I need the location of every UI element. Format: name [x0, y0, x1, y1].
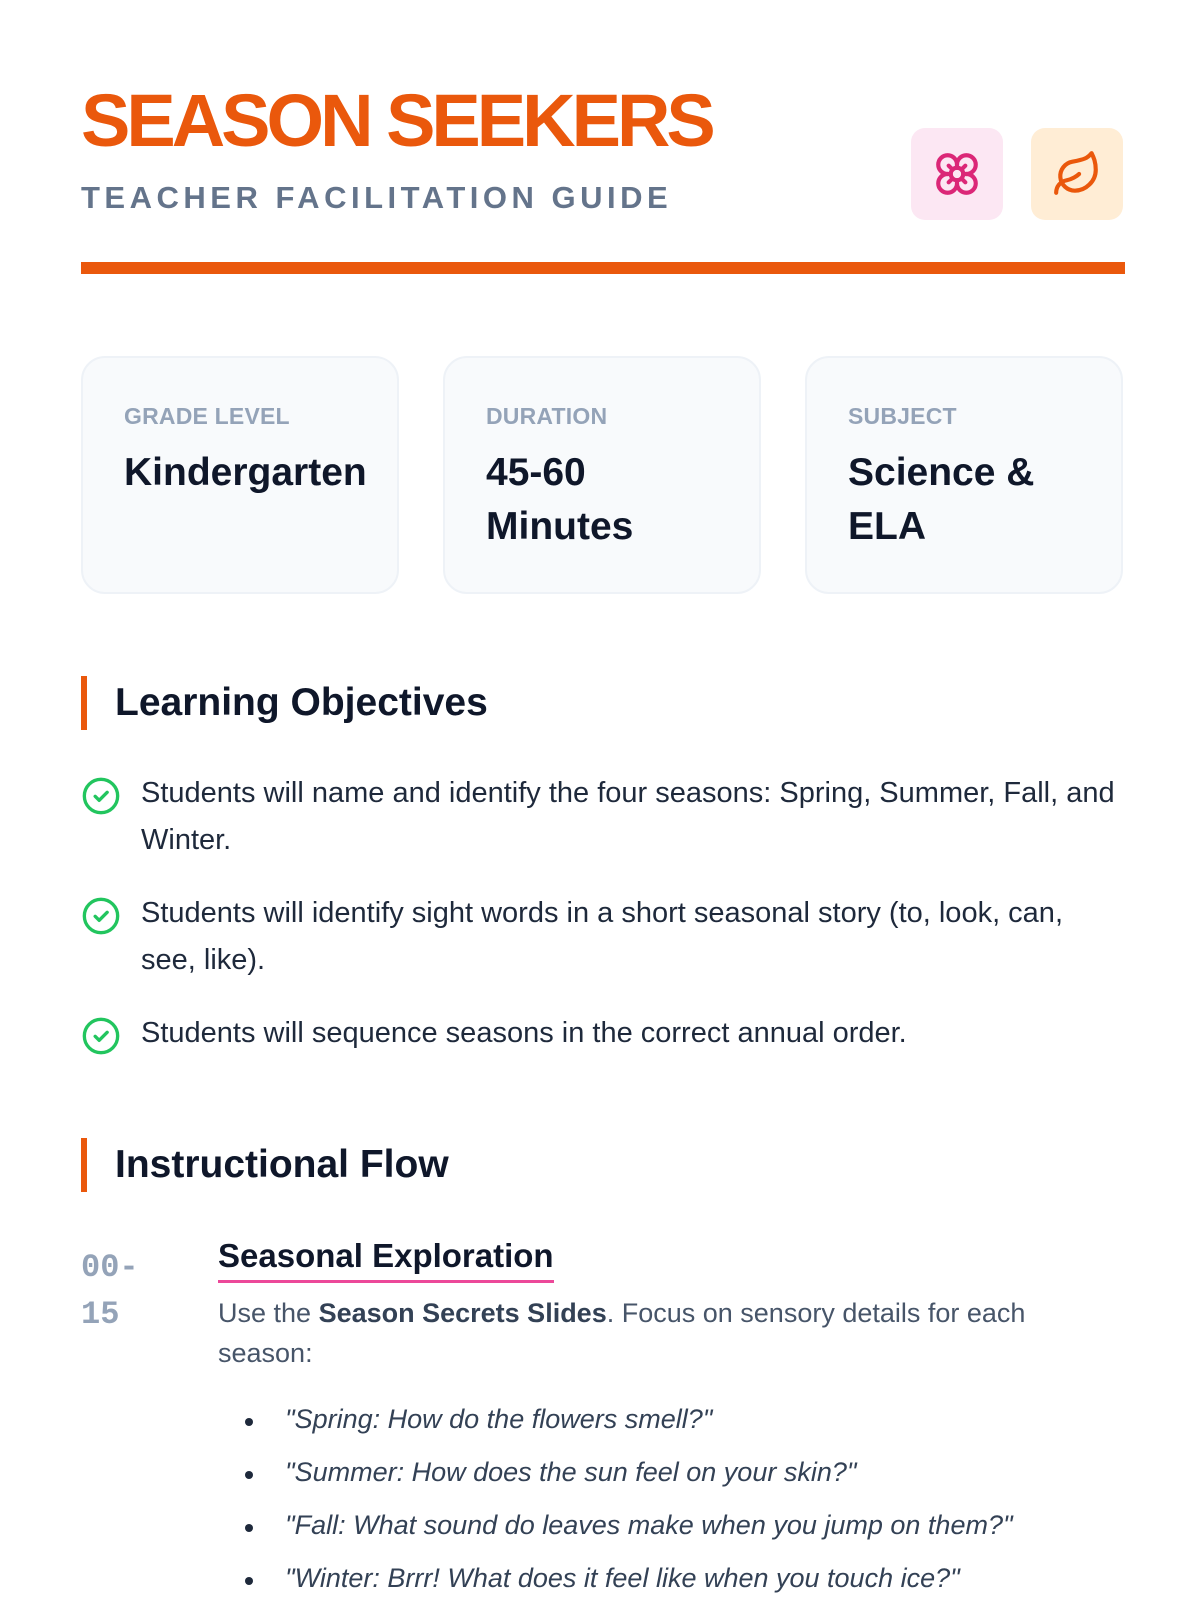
leaf-icon: [1052, 149, 1102, 199]
section-accent-bar: [81, 676, 87, 730]
prompt-item: "Winter: Brrr! What does it feel like when you touch ice?": [285, 1552, 1098, 1605]
duration-value: 45-60 Minutes: [486, 451, 634, 548]
step-description: [218, 1293, 1098, 1373]
duration-label: DURATION: [486, 403, 608, 429]
step-title: Seasonal Exploration: [218, 1232, 554, 1283]
step-body: [218, 1232, 1098, 1605]
page-title: SEASON SEEKERS: [81, 79, 712, 162]
objective-item: [81, 890, 1125, 984]
instructional-flow-heading: [81, 1138, 1125, 1192]
subject-card: [805, 356, 1123, 594]
objective-item: [81, 770, 1125, 864]
grade-level-card: [81, 356, 399, 594]
grade-level-value: Kindergarten: [124, 451, 367, 494]
info-cards: [81, 356, 1125, 596]
objectives-list: [81, 770, 1125, 1083]
step-desc-resource: Season Secrets Slides: [318, 1298, 607, 1328]
objective-text: Students will identify sight words in a short seasonal story (to, look, can, see, like).: [141, 897, 1063, 976]
step-desc-before: Use the: [218, 1298, 319, 1328]
step-time: 00-15: [81, 1249, 139, 1333]
sensory-prompts-list: [218, 1393, 1098, 1605]
subject-value: Science & ELA: [848, 451, 1035, 548]
flower-icon: [932, 149, 982, 199]
facilitation-guide-page: [81, 0, 1125, 1593]
prompt-item: "Spring: How do the flowers smell?": [285, 1393, 1098, 1446]
duration-card: [443, 356, 761, 594]
section-accent-bar: [81, 1138, 87, 1192]
objective-text: Students will name and identify the four seasons: Spring, Summer, Fall, and Winter.: [141, 777, 1115, 856]
flower-icon-tile: [911, 128, 1003, 220]
leaf-icon-tile: [1031, 128, 1123, 220]
prompt-item: "Summer: How does the sun feel on your skin?": [285, 1446, 1098, 1499]
check-circle-icon: [81, 896, 121, 936]
check-circle-icon: [81, 1016, 121, 1056]
instructional-flow-title: Instructional Flow: [115, 1143, 449, 1186]
learning-objectives-heading: [81, 676, 1125, 730]
header-divider: [81, 262, 1125, 274]
prompt-item: "Fall: What sound do leaves make when you jump on them?": [285, 1499, 1098, 1552]
objective-item: [81, 1010, 1125, 1057]
header: [81, 0, 1125, 275]
check-circle-icon: [81, 776, 121, 816]
objective-text: Students will sequence seasons in the correct annual order.: [141, 1017, 907, 1049]
grade-level-label: GRADE LEVEL: [124, 403, 290, 429]
page-subtitle: TEACHER FACILITATION GUIDE: [81, 180, 673, 215]
learning-objectives-title: Learning Objectives: [115, 681, 488, 724]
subject-label: SUBJECT: [848, 403, 957, 429]
step-desc-after: . Focus on sensory details for each season:: [218, 1298, 1026, 1368]
